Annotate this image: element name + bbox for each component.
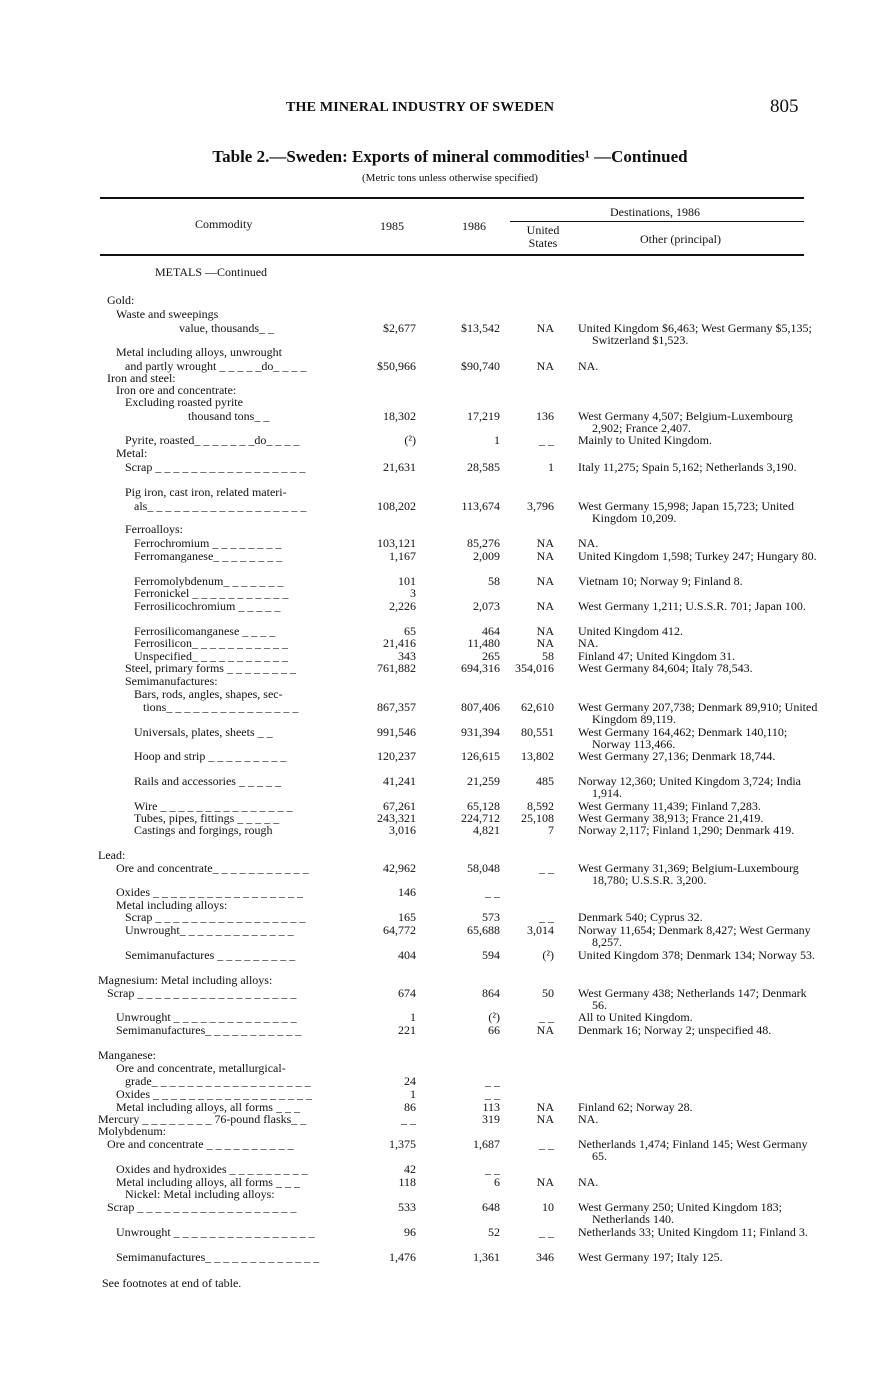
- other-destinations-cell: West Germany 84,604; Italy 78,543.: [578, 661, 753, 675]
- united-states-cell: 136: [536, 409, 554, 423]
- value-1985-cell: 867,357: [377, 700, 416, 714]
- page-number: 805: [770, 96, 799, 117]
- commodity-cell: Ore and concentrate_ _ _ _ _ _ _ _ _ _ _: [116, 861, 309, 875]
- value-1985-cell: $50,966: [377, 359, 416, 373]
- other-destinations-cell: West Germany 207,738; Denmark 89,910; United Kingdom 89,119.: [578, 700, 818, 726]
- united-states-cell: _ _: [539, 910, 554, 924]
- commodity-cell: Pig iron, cast iron, related materi-: [125, 485, 287, 499]
- other-destinations-cell: NA.: [578, 636, 599, 650]
- value-1985-cell: 1: [410, 1087, 416, 1101]
- commodity-cell: Scrap _ _ _ _ _ _ _ _ _ _ _ _ _ _ _ _ _ _: [107, 986, 297, 1000]
- commodity-cell: Oxides _ _ _ _ _ _ _ _ _ _ _ _ _ _ _ _ _ _: [116, 1087, 312, 1101]
- united-states-cell: 1: [548, 460, 554, 474]
- other-destinations-cell: United Kingdom 378; Denmark 134; Norway 53.: [578, 948, 815, 962]
- value-1986-cell: 17,219: [467, 409, 500, 423]
- value-1985-cell: _ _: [401, 1112, 416, 1126]
- value-1986-cell: 4,821: [473, 823, 500, 837]
- united-states-cell: NA: [536, 636, 554, 650]
- value-1985-cell: 108,202: [377, 499, 416, 513]
- commodity-cell: Ore and concentrate, metallurgical-: [116, 1061, 286, 1075]
- commodity-cell: Nickel: Metal including alloys:: [125, 1187, 275, 1201]
- commodity-cell: als_ _ _ _ _ _ _ _ _ _ _ _ _ _ _ _ _ _: [134, 499, 307, 513]
- value-1986-cell: 864: [482, 986, 500, 1000]
- commodity-cell: Universals, plates, sheets _ _: [134, 725, 273, 739]
- other-destinations-cell: Denmark 540; Cyprus 32.: [578, 910, 703, 924]
- commodity-cell: Iron ore and concentrate:: [116, 383, 237, 397]
- value-1985-cell: 41,241: [383, 774, 416, 788]
- united-states-cell: _ _: [539, 1225, 554, 1239]
- commodity-cell: Ferrosilicomanganese _ _ _ _: [134, 624, 276, 638]
- value-1986-cell: 319: [482, 1112, 500, 1126]
- commodity-cell: Gold:: [107, 293, 135, 307]
- value-1985-cell: 24: [404, 1074, 416, 1088]
- other-destinations-cell: Finland 47; United Kingdom 31.: [578, 649, 735, 663]
- commodity-cell: Castings and forgings, rough: [134, 823, 273, 837]
- value-1986-cell: 224,712: [461, 811, 500, 825]
- other-destinations-cell: West Germany 11,439; Finland 7,283.: [578, 799, 761, 813]
- other-destinations-cell: West Germany 438; Netherlands 147; Denmark 56.: [578, 986, 807, 1012]
- commodity-cell: Oxides and hydroxides _ _ _ _ _ _ _ _ _: [116, 1162, 308, 1176]
- united-states-cell: _ _: [539, 433, 554, 447]
- commodity-cell: Metal including alloys, unwrought: [116, 345, 282, 359]
- commodity-cell: Unwrought _ _ _ _ _ _ _ _ _ _ _ _ _ _: [116, 1010, 297, 1024]
- value-1986-cell: 2,073: [473, 599, 500, 613]
- other-destinations-cell: Netherlands 33; United Kingdom 11; Finland 3.: [578, 1225, 808, 1239]
- table-title: Table 2.—Sweden: Exports of mineral commodities¹ —Continued: [212, 147, 688, 166]
- value-1985-cell: 991,546: [377, 725, 416, 739]
- commodity-cell: Mercury _ _ _ _ _ _ _ _ 76-pound flasks_ _: [98, 1112, 307, 1126]
- value-1985-cell: 243,321: [377, 811, 416, 825]
- other-destinations-cell: Italy 11,275; Spain 5,162; Netherlands 3,190.: [578, 460, 797, 474]
- value-1986-cell: 573: [482, 910, 500, 924]
- value-1986-cell: 931,394: [461, 725, 500, 739]
- value-1985-cell: 1,375: [389, 1137, 416, 1151]
- united-states-cell: 80,551: [521, 725, 554, 739]
- value-1986-cell: 6: [494, 1175, 500, 1189]
- value-1985-cell: 42: [404, 1162, 416, 1176]
- value-1985-cell: 1: [410, 1010, 416, 1024]
- value-1986-cell: 52: [488, 1225, 500, 1239]
- value-1986-cell: 113: [482, 1100, 500, 1114]
- value-1986-cell: 1,687: [473, 1137, 500, 1151]
- value-1985-cell: 761,882: [377, 661, 416, 675]
- other-destinations-cell: All to United Kingdom.: [578, 1010, 693, 1024]
- value-1986-cell: 58: [488, 574, 500, 588]
- united-states-cell: 62,610: [521, 700, 554, 714]
- section-heading: METALS —Continued: [155, 265, 268, 279]
- value-1986-cell: _ _: [485, 1162, 500, 1176]
- united-states-cell: _ _: [539, 861, 554, 875]
- united-states-cell: NA: [536, 536, 554, 550]
- commodity-cell: Unwrought_ _ _ _ _ _ _ _ _ _ _ _ _: [125, 923, 294, 937]
- commodity-cell: thousand tons_ _: [188, 409, 270, 423]
- commodity-cell: Metal:: [116, 446, 148, 460]
- commodity-cell: and partly wrought _ _ _ _ _do_ _ _ _: [125, 359, 307, 373]
- united-states-cell: NA: [536, 1023, 554, 1037]
- united-states-cell: NA: [536, 359, 554, 373]
- commodity-cell: Ferrosilicon_ _ _ _ _ _ _ _ _ _ _: [134, 636, 288, 650]
- value-1986-cell: $13,542: [461, 321, 500, 335]
- value-1986-cell: 807,406: [461, 700, 500, 714]
- other-destinations-cell: West Germany 38,913; France 21,419.: [578, 811, 764, 825]
- value-1985-cell: 2,226: [389, 599, 416, 613]
- value-1985-cell: 674: [398, 986, 416, 1000]
- table-subtitle: (Metric tons unless otherwise specified): [362, 172, 538, 184]
- value-1986-cell: (²): [488, 1010, 500, 1024]
- other-destinations-cell: West Germany 1,211; U.S.S.R. 701; Japan 100.: [578, 599, 806, 613]
- commodity-cell: value, thousands_ _: [179, 321, 274, 335]
- other-destinations-cell: United Kingdom $6,463; West Germany $5,135; Switzerland $1,523.: [578, 321, 812, 347]
- united-states-cell: NA: [536, 1100, 554, 1114]
- united-states-cell: 485: [536, 774, 554, 788]
- commodity-cell: Steel, primary forms _ _ _ _ _ _ _ _: [125, 661, 296, 675]
- united-states-cell: 354,016: [515, 661, 554, 675]
- united-states-cell: _ _: [539, 1010, 554, 1024]
- value-1986-cell: 66: [488, 1023, 500, 1037]
- value-1986-cell: 21,259: [467, 774, 500, 788]
- value-1986-cell: 694,316: [461, 661, 500, 675]
- commodity-cell: Scrap _ _ _ _ _ _ _ _ _ _ _ _ _ _ _ _ _: [125, 460, 306, 474]
- running-title: THE MINERAL INDUSTRY OF SWEDEN: [286, 100, 555, 115]
- other-destinations-cell: Norway 11,654; Denmark 8,427; West Germany 8,257.: [578, 923, 811, 949]
- other-destinations-cell: West Germany 27,136; Denmark 18,744.: [578, 749, 776, 763]
- commodity-cell: Semimanufactures:: [125, 674, 218, 688]
- other-destinations-cell: West Germany 15,998; Japan 15,723; United Kingdom 10,209.: [578, 499, 794, 525]
- united-states-cell: NA: [536, 321, 554, 335]
- commodity-cell: Ferronickel _ _ _ _ _ _ _ _ _ _ _: [134, 586, 289, 600]
- value-1986-cell: _ _: [485, 1087, 500, 1101]
- other-destinations-cell: West Germany 250; United Kingdom 183; Netherlands 140.: [578, 1200, 783, 1226]
- united-states-cell: _ _: [539, 1137, 554, 1151]
- commodity-cell: Ferromolybdenum_ _ _ _ _ _ _: [134, 574, 284, 588]
- other-destinations-cell: Netherlands 1,474; Finland 145; West Germany 65.: [578, 1137, 808, 1163]
- commodity-cell: Iron and steel:: [107, 371, 176, 385]
- other-destinations-cell: United Kingdom 412.: [578, 624, 683, 638]
- value-1985-cell: 96: [404, 1225, 416, 1239]
- other-destinations-cell: Mainly to United Kingdom.: [578, 433, 712, 447]
- col-1986-header: 1986: [462, 219, 486, 233]
- value-1985-cell: 67,261: [383, 799, 416, 813]
- other-destinations-cell: West Germany 164,462; Denmark 140,110; Norway 113,466.: [578, 725, 788, 751]
- value-1985-cell: 21,631: [383, 460, 416, 474]
- united-states-cell: 3,796: [527, 499, 554, 513]
- value-1985-cell: 118: [398, 1175, 416, 1189]
- commodity-cell: grade_ _ _ _ _ _ _ _ _ _ _ _ _ _ _ _ _ _: [125, 1074, 311, 1088]
- commodity-cell: Tubes, pipes, fittings _ _ _ _ _: [134, 811, 280, 825]
- united-states-cell: 25,108: [521, 811, 554, 825]
- other-destinations-cell: NA.: [578, 1112, 599, 1126]
- col-us-header: United States: [526, 223, 560, 250]
- other-destinations-cell: West Germany 197; Italy 125.: [578, 1250, 723, 1264]
- united-states-cell: 58: [542, 649, 554, 663]
- united-states-cell: NA: [536, 1112, 554, 1126]
- commodity-cell: Magnesium: Metal including alloys:: [98, 973, 273, 987]
- united-states-cell: (²): [542, 948, 554, 962]
- col-destinations-header: Destinations, 1986: [610, 205, 700, 219]
- united-states-cell: 3,014: [527, 923, 554, 937]
- value-1986-cell: 648: [482, 1200, 500, 1214]
- united-states-cell: 346: [536, 1250, 554, 1264]
- commodity-cell: Ferroalloys:: [125, 522, 183, 536]
- value-1986-cell: 126,615: [461, 749, 500, 763]
- other-destinations-cell: Vietnam 10; Norway 9; Finland 8.: [578, 574, 743, 588]
- other-destinations-cell: NA.: [578, 359, 599, 373]
- value-1985-cell: 1,476: [389, 1250, 416, 1264]
- commodity-cell: Semimanufactures _ _ _ _ _ _ _ _ _: [125, 948, 296, 962]
- other-destinations-cell: Norway 12,360; United Kingdom 3,724; India 1,914.: [578, 774, 801, 800]
- other-destinations-cell: NA.: [578, 536, 599, 550]
- united-states-cell: NA: [536, 599, 554, 613]
- value-1986-cell: 11,480: [467, 636, 500, 650]
- value-1985-cell: 165: [398, 910, 416, 924]
- commodity-cell: Pyrite, roasted_ _ _ _ _ _ _do_ _ _ _: [125, 433, 300, 447]
- united-states-cell: 50: [542, 986, 554, 1000]
- value-1986-cell: 58,048: [467, 861, 500, 875]
- commodity-cell: Manganese:: [98, 1048, 156, 1062]
- commodity-cell: Rails and accessories _ _ _ _ _: [134, 774, 281, 788]
- united-states-cell: NA: [536, 574, 554, 588]
- value-1986-cell: 1,361: [473, 1250, 500, 1264]
- united-states-cell: 7: [548, 823, 554, 837]
- value-1986-cell: 594: [482, 948, 500, 962]
- value-1985-cell: 65: [404, 624, 416, 638]
- value-1986-cell: $90,740: [461, 359, 500, 373]
- commodity-cell: Molybdenum:: [98, 1124, 166, 1138]
- value-1986-cell: 85,276: [467, 536, 500, 550]
- value-1986-cell: 113,674: [461, 499, 500, 513]
- commodity-cell: Metal including alloys:: [116, 898, 228, 912]
- united-states-cell: 8,592: [527, 799, 554, 813]
- header-rule: [100, 254, 804, 256]
- united-states-cell: 10: [542, 1200, 554, 1214]
- commodity-cell: Ferrochromium _ _ _ _ _ _ _ _: [134, 536, 282, 550]
- other-destinations-cell: West Germany 31,369; Belgium-Luxembourg 18,780; U.S.S.R. 3,200.: [578, 861, 799, 887]
- value-1986-cell: 28,585: [467, 460, 500, 474]
- value-1985-cell: 343: [398, 649, 416, 663]
- value-1986-cell: 65,688: [467, 923, 500, 937]
- value-1986-cell: _ _: [485, 1074, 500, 1088]
- value-1985-cell: 103,121: [377, 536, 416, 550]
- commodity-cell: Metal including alloys, all forms _ _ _: [116, 1100, 300, 1114]
- commodity-cell: Unwrought _ _ _ _ _ _ _ _ _ _ _ _ _ _ _ _: [116, 1225, 315, 1239]
- col-1985-header: 1985: [380, 219, 404, 233]
- value-1986-cell: 265: [482, 649, 500, 663]
- commodity-cell: Wire _ _ _ _ _ _ _ _ _ _ _ _ _ _ _: [134, 799, 293, 813]
- commodity-cell: Semimanufactures_ _ _ _ _ _ _ _ _ _ _ _ _: [116, 1250, 320, 1264]
- commodity-cell: Scrap _ _ _ _ _ _ _ _ _ _ _ _ _ _ _ _ _ _: [107, 1200, 297, 1214]
- value-1985-cell: 3: [410, 586, 416, 600]
- destinations-rule: [510, 221, 804, 222]
- commodity-cell: Hoop and strip _ _ _ _ _ _ _ _ _: [134, 749, 287, 763]
- value-1986-cell: 464: [482, 624, 500, 638]
- value-1985-cell: 21,416: [383, 636, 416, 650]
- value-1985-cell: $2,677: [383, 321, 416, 335]
- value-1986-cell: _ _: [485, 885, 500, 899]
- united-states-cell: 13,802: [521, 749, 554, 763]
- commodity-cell: Semimanufactures_ _ _ _ _ _ _ _ _ _ _: [116, 1023, 302, 1037]
- value-1985-cell: 120,237: [377, 749, 416, 763]
- value-1985-cell: 221: [398, 1023, 416, 1037]
- value-1985-cell: 18,302: [383, 409, 416, 423]
- other-destinations-cell: United Kingdom 1,598; Turkey 247; Hungary 80.: [578, 549, 817, 563]
- value-1985-cell: 1,167: [389, 549, 416, 563]
- value-1985-cell: 146: [398, 885, 416, 899]
- value-1985-cell: 86: [404, 1100, 416, 1114]
- footnote: See footnotes at end of table.: [102, 1276, 242, 1290]
- united-states-cell: NA: [536, 624, 554, 638]
- value-1985-cell: 64,772: [383, 923, 416, 937]
- value-1985-cell: 42,962: [383, 861, 416, 875]
- united-states-cell: NA: [536, 549, 554, 563]
- other-destinations-cell: Norway 2,117; Finland 1,290; Denmark 419.: [578, 823, 795, 837]
- united-states-cell: NA: [536, 1175, 554, 1189]
- commodity-cell: tions_ _ _ _ _ _ _ _ _ _ _ _ _ _ _: [143, 700, 299, 714]
- commodity-cell: Ferromanganese_ _ _ _ _ _ _ _: [134, 549, 283, 563]
- commodity-cell: Excluding roasted pyrite: [125, 395, 243, 409]
- value-1985-cell: 533: [398, 1200, 416, 1214]
- col-commodity-header: Commodity: [195, 217, 253, 231]
- value-1985-cell: 101: [398, 574, 416, 588]
- value-1985-cell: (²): [404, 433, 416, 447]
- commodity-cell: Ferrosilicochromium _ _ _ _ _: [134, 599, 281, 613]
- other-destinations-cell: NA.: [578, 1175, 599, 1189]
- top-rule: [100, 197, 804, 199]
- commodity-cell: Scrap _ _ _ _ _ _ _ _ _ _ _ _ _ _ _ _ _: [125, 910, 306, 924]
- other-destinations-cell: West Germany 4,507; Belgium-Luxembourg 2,902; France 2,407.: [578, 409, 793, 435]
- commodity-cell: Unspecified_ _ _ _ _ _ _ _ _ _ _: [134, 649, 288, 663]
- commodity-cell: Oxides _ _ _ _ _ _ _ _ _ _ _ _ _ _ _ _ _: [116, 885, 303, 899]
- commodity-cell: Waste and sweepings: [116, 307, 219, 321]
- value-1986-cell: 65,128: [467, 799, 500, 813]
- commodity-cell: Ore and concentrate _ _ _ _ _ _ _ _ _ _: [107, 1137, 294, 1151]
- commodity-cell: Bars, rods, angles, shapes, sec-: [134, 687, 283, 701]
- commodity-cell: Lead:: [98, 848, 126, 862]
- other-destinations-cell: Denmark 16; Norway 2; unspecified 48.: [578, 1023, 772, 1037]
- commodity-cell: Metal including alloys, all forms _ _ _: [116, 1175, 300, 1189]
- col-other-header: Other (principal): [640, 232, 721, 246]
- value-1985-cell: 3,016: [389, 823, 416, 837]
- value-1986-cell: 1: [494, 433, 500, 447]
- value-1986-cell: 2,009: [473, 549, 500, 563]
- value-1985-cell: 404: [398, 948, 416, 962]
- other-destinations-cell: Finland 62; Norway 28.: [578, 1100, 693, 1114]
